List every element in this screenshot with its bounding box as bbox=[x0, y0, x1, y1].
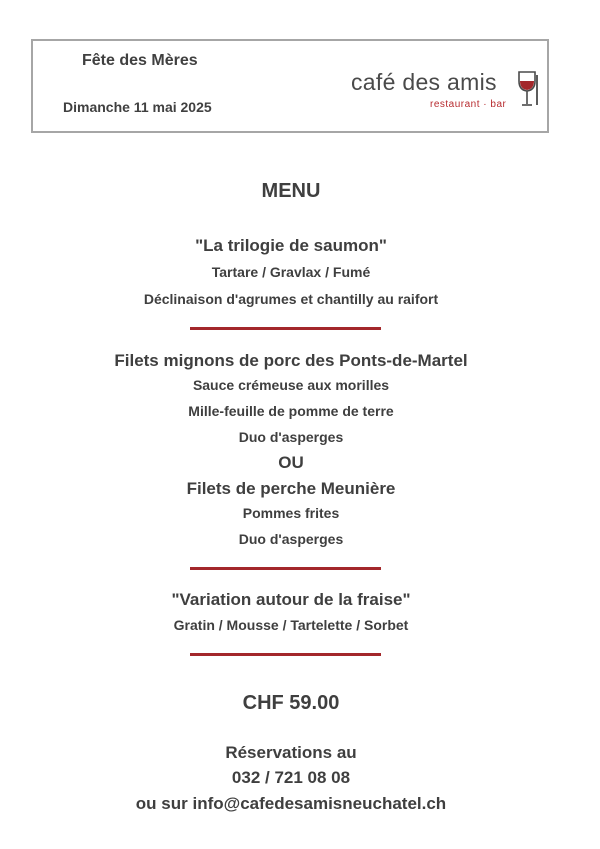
starter-detail: Tartare / Gravlax / Fumé bbox=[211, 264, 371, 280]
starter-name: "La trilogie de saumon" bbox=[195, 236, 387, 255]
main-course-detail: Sauce crémeuse aux morilles bbox=[192, 377, 390, 393]
main-course-name: Filets mignons de porc des Ponts-de-Martel bbox=[114, 351, 468, 370]
menu-title: MENU bbox=[261, 180, 321, 202]
section-divider bbox=[190, 567, 381, 570]
starter-detail: Déclinaison d'agrumes et chantilly au raifort bbox=[143, 291, 439, 307]
main-course-detail: Duo d'asperges bbox=[238, 429, 344, 445]
dessert-detail: Gratin / Mousse / Tartelette / Sorbet bbox=[173, 617, 409, 633]
main-course-name: Filets de perche Meunière bbox=[186, 479, 396, 498]
reservations-email: ou sur info@cafedesamisneuchatel.ch bbox=[135, 794, 447, 813]
dessert-name: "Variation autour de la fraise" bbox=[171, 590, 411, 609]
reservations-phone: 032 / 721 08 08 bbox=[231, 768, 351, 787]
logo-tagline: restaurant · bar bbox=[430, 99, 507, 110]
section-divider bbox=[190, 653, 381, 656]
logo-name: café des amis bbox=[351, 69, 497, 95]
event-date: Dimanche 11 mai 2025 bbox=[63, 99, 212, 115]
event-title: Fête des Mères bbox=[82, 52, 198, 69]
or-separator: OU bbox=[278, 453, 304, 472]
reservations-label: Réservations au bbox=[225, 743, 357, 762]
main-course-detail: Pommes frites bbox=[242, 505, 340, 521]
menu-price: CHF 59.00 bbox=[242, 692, 340, 714]
main-course-detail: Duo d'asperges bbox=[238, 531, 344, 547]
section-divider bbox=[190, 327, 381, 330]
main-course-detail: Mille-feuille de pomme de terre bbox=[188, 403, 394, 419]
